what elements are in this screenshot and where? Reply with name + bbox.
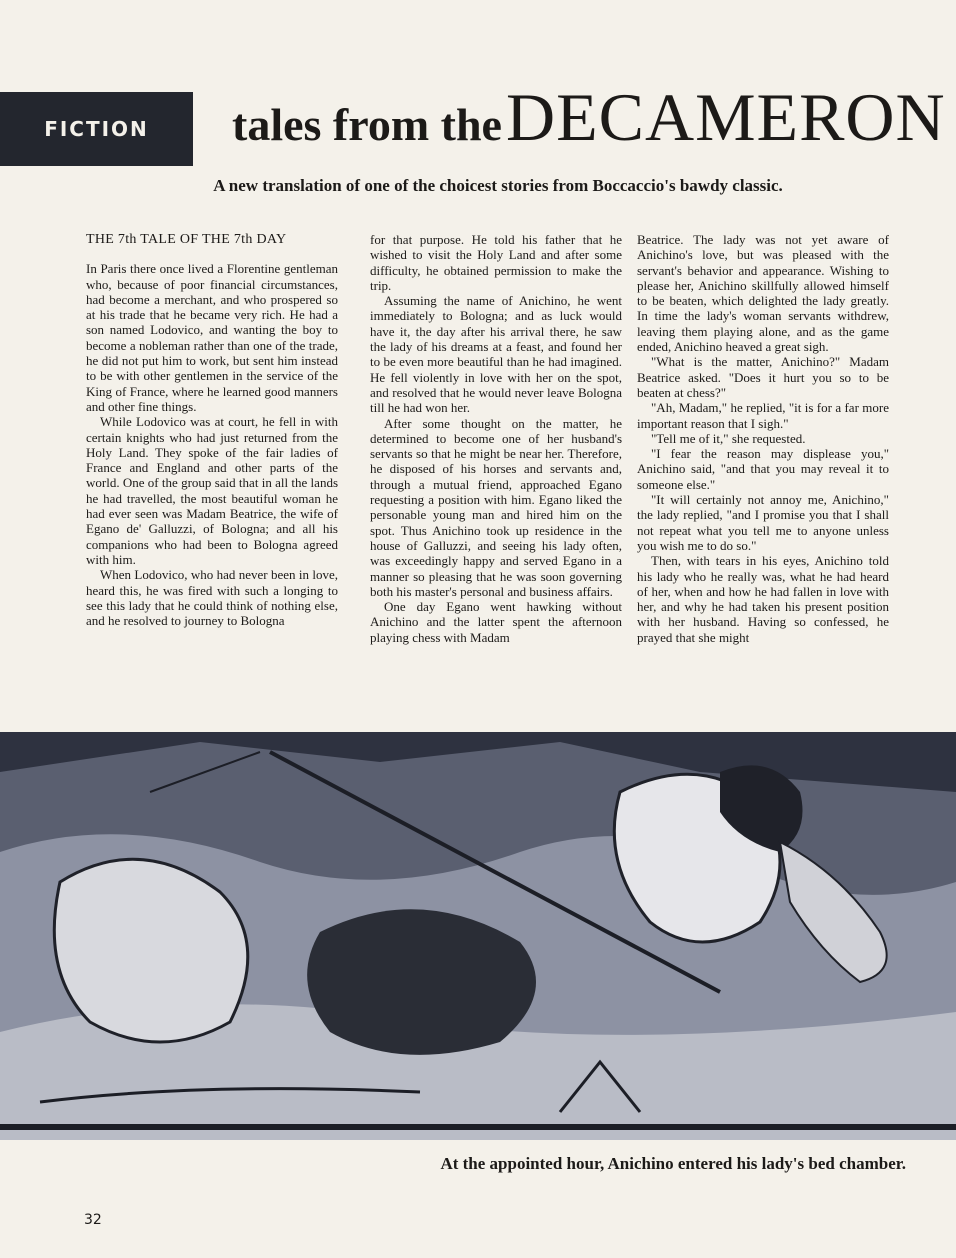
paragraph: "It will certainly not annoy me, Anichino," the lady replied, "and I promise you that I shall not repeat what you tell me to anyone unless you wish me to do so." — [637, 492, 889, 553]
text-column-3 — [637, 232, 889, 702]
paragraph: When Lodovico, who had never been in love, heard this, he was fired with such a longing to see this lady that he could think of nothing else, and he resolved to journey to Bologna — [86, 567, 338, 629]
title-prefix: tales from the — [232, 99, 502, 150]
paragraph: Assuming the name of Anichino, he went immediately to Bologna; and as luck would have it, the day after his arrival there, he saw the lady of his dreams at a feast, and found her to be even more beautiful than he had imagined. He fell violently in love with her on the spot, and resolved that he would never leave Bologna till he had won her. — [370, 293, 622, 416]
paragraph: While Lodovico was at court, he fell in with certain knights who had just returned from the Holy Land. They spoke of the fair ladies of France and England and other parts of the world. One of the group said that in all the lands he had travelled, the most beautiful woman he had ever seen was Madam Beatrice, the wife of Egano de' Galluzzi, of Bologna; and all his companions who had been to Bologna agreed with him. — [86, 414, 338, 567]
paragraph: Then, with tears in his eyes, Anichino told his lady who he really was, what he had heard of her, when and how he had fallen in love with her, and why he had taken his present position with her husband. Having so confessed, he prayed that she might — [637, 553, 889, 645]
page-number: 32 — [84, 1212, 102, 1228]
title-main: DECAMERON — [505, 79, 946, 155]
paragraph: "Ah, Madam," he replied, "it is for a far more important reason that I sigh." — [637, 400, 889, 431]
illustration-caption: At the appointed hour, Anichino entered his lady's bed chamber. — [440, 1154, 906, 1173]
tale-heading: THE 7th TALE OF THE 7th DAY — [86, 232, 287, 247]
paragraph: In Paris there once lived a Florentine gentleman who, because of poor financial circumstances, had become a merchant, and who prospered so at his trade that he became very rich. He had a son named Lodovico, and wanting the boy to become a nobleman rather than one of the trade, he did not put him to work, but sent him instead to be with other gentlemen in the service of the King of France, where he learned good manners and other fine things. — [86, 261, 338, 414]
illustration — [0, 732, 956, 1140]
paragraph: "I fear the reason may displease you," Anichino said, "and that you may reveal it to someone else." — [637, 446, 889, 492]
section-label: FICTION — [44, 117, 149, 141]
paragraph: for that purpose. He told his father that he wished to visit the Holy Land and after some difficulty, he obtained permission to make the trip. — [370, 232, 622, 293]
subtitle: A new translation of one of the choicest stories from Boccaccio's bawdy classic. — [213, 176, 783, 195]
section-label-banner — [0, 92, 193, 166]
text-column-2 — [370, 232, 622, 702]
paragraph: Beatrice. The lady was not yet aware of Anichino's love, but was pleased with the servant's behavior and appearance. Wishing to please her, Anichino skillfully allowed himself to be beaten, which delighted the lady greatly. In time the lady's woman servants withdrew, leaving them playing alone, and as the game ended, Anichino heaved a great sigh. — [637, 232, 889, 355]
paragraph: One day Egano went hawking without Anichino and the latter spent the afternoon playing chess with Madam — [370, 599, 622, 645]
paragraph: After some thought on the matter, he determined to become one of her husband's servants so that he might be near her. Therefore, he disposed of his horses and servants and, through a mutual friend, approached Egano requesting a position with him. Egano liked the personable young man and hired him on the spot. Thus Anichino took up residence in the house of Galluzzi, and seeing his lady often, was exceedingly happy and served Egano in a manner so pleasing that he was soon governing both his master's personal and business affairs. — [370, 415, 622, 599]
text-column-1 — [86, 232, 338, 702]
paragraph: "What is the matter, Anichino?" Madam Beatrice asked. "Does it hurt you so to be beaten at chess?" — [637, 354, 889, 400]
page-title — [232, 78, 946, 157]
paragraph: "Tell me of it," she requested. — [651, 430, 806, 446]
